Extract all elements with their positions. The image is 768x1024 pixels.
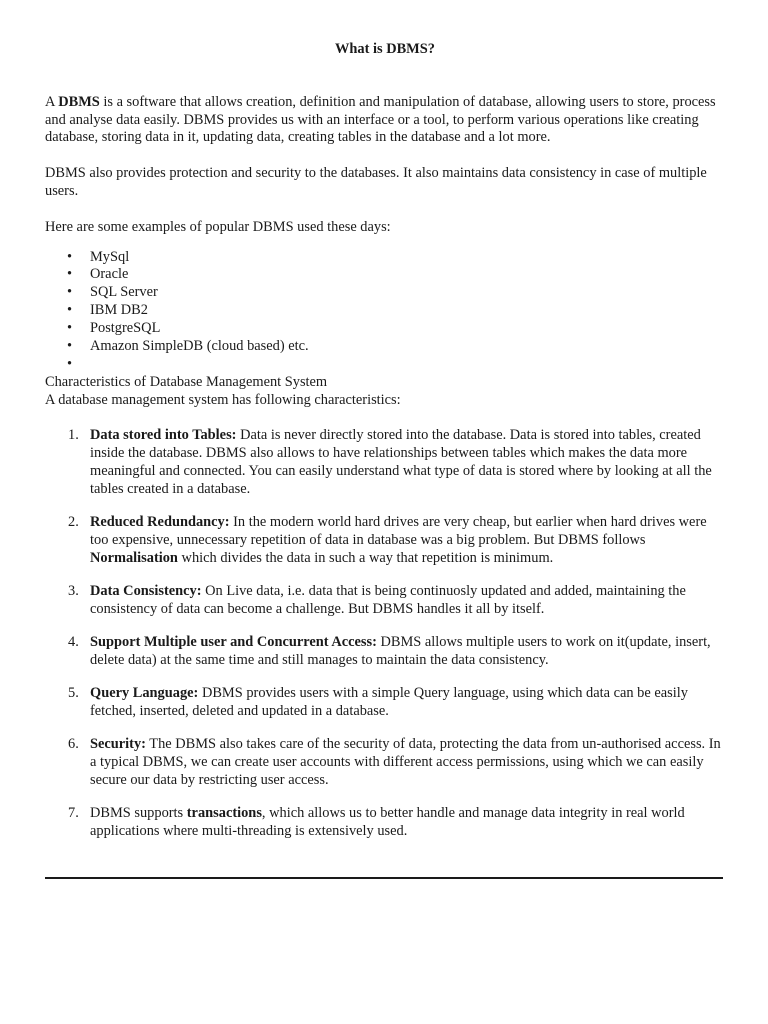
characteristic-item bbox=[68, 514, 725, 567]
document-page bbox=[45, 41, 725, 856]
item-heading: Reduced Redundancy: bbox=[90, 514, 230, 531]
item-text: In the modern world hard drives are very cheap, but earlier when hard drives were too expensive, unnecessary repetition of data in database was a big problem. But DBMS follows bbox=[90, 514, 707, 548]
characteristic-item bbox=[68, 805, 725, 841]
intro-lead: A bbox=[45, 93, 59, 110]
item-text: The DBMS also takes care of the security of data, protecting the data from un-authorised access. In a typical DBMS, we can create user accounts with different access permissions, using which we can easily secure our data by restricting user access. bbox=[90, 736, 721, 788]
intro-paragraph bbox=[45, 94, 725, 147]
bullet-icon: • bbox=[67, 355, 73, 372]
list-item bbox=[67, 266, 725, 284]
item-heading: Security: bbox=[90, 736, 146, 753]
item-text-continued: which divides the data in such a way that repetition is minimum. bbox=[177, 549, 554, 566]
list-item-text: Oracle bbox=[90, 266, 129, 283]
item-text: DBMS provides users with a simple Query language, using which data can be easily fetched, inserted, deleted and updated in a database. bbox=[90, 685, 688, 719]
item-text-continued: , which allows us to better handle and manage data integrity in real world applications where multi-threading is extensively used. bbox=[90, 805, 685, 839]
item-number: 7. bbox=[68, 805, 79, 822]
list-item-text: IBM DB2 bbox=[90, 302, 148, 319]
characteristics-list bbox=[45, 427, 725, 840]
item-number: 6. bbox=[68, 736, 79, 753]
list-item bbox=[67, 320, 725, 338]
bullet-icon: • bbox=[67, 338, 73, 355]
item-heading: Data stored into Tables: bbox=[90, 427, 237, 444]
characteristic-item bbox=[68, 736, 725, 789]
list-item-text: MySql bbox=[90, 248, 130, 265]
item-term: Normalisation bbox=[90, 549, 178, 566]
bullet-icon: • bbox=[67, 266, 73, 283]
characteristics-title: Characteristics of Database Management System bbox=[45, 373, 328, 390]
item-number: 1. bbox=[68, 427, 79, 444]
item-text: DBMS supports bbox=[90, 805, 187, 822]
bullet-icon: • bbox=[67, 302, 73, 319]
list-item bbox=[67, 284, 725, 302]
characteristic-item bbox=[68, 634, 725, 670]
bullet-icon: • bbox=[67, 284, 73, 301]
item-heading: Query Language: bbox=[90, 685, 199, 702]
list-item-text: SQL Server bbox=[90, 284, 158, 301]
item-heading: Support Multiple user and Concurrent Access: bbox=[90, 634, 377, 651]
bullet-icon: • bbox=[67, 320, 73, 337]
examples-list bbox=[45, 249, 725, 374]
list-item bbox=[67, 248, 725, 267]
list-item bbox=[67, 338, 725, 356]
item-text: Data is never directly stored into the database. Data is stored into tables, created inside the database. DBMS also allows to have relationships between tables which makes the data more meaningful and connected. You can easily understand what type of data is stored where by looking at all the tables created in a database. bbox=[90, 427, 712, 497]
page-title: What is DBMS? bbox=[335, 41, 435, 57]
item-term: transactions bbox=[186, 805, 262, 822]
item-number: 5. bbox=[68, 685, 79, 702]
intro-text: is a software that allows creation, definition and manipulation of database, allowing users to store, process and analyse data easily. DBMS provides us with an interface or a tool, to perform various operations like creating database, storing data in it, updating data, creating tables in the database and a lot more. bbox=[45, 93, 716, 146]
item-number: 4. bbox=[68, 634, 79, 651]
item-text: On Live data, i.e. data that is being continuosly updated and added, maintaining the consistency of data can become a challenge. But DBMS handles it all by itself. bbox=[90, 582, 686, 617]
protection-paragraph: DBMS also provides protection and security to the databases. It also maintains data consistency in case of multiple users. bbox=[45, 165, 707, 199]
characteristic-item bbox=[68, 427, 725, 498]
item-text: DBMS allows multiple users to work on it(update, insert, delete data) at the same time and still manages to maintain the data consistency. bbox=[90, 634, 711, 668]
item-number: 2. bbox=[68, 514, 79, 531]
list-item bbox=[67, 355, 725, 374]
intro-bold-term: DBMS bbox=[58, 93, 100, 110]
item-heading: Data Consistency: bbox=[90, 582, 202, 599]
characteristic-item bbox=[68, 582, 725, 619]
characteristics-intro: A database management system has following characteristics: bbox=[45, 391, 401, 408]
list-item bbox=[67, 302, 725, 320]
horizontal-divider bbox=[45, 877, 723, 879]
bullet-icon: • bbox=[67, 248, 73, 265]
item-number: 3. bbox=[68, 582, 79, 599]
characteristic-item bbox=[68, 685, 725, 721]
examples-intro: Here are some examples of popular DBMS used these days: bbox=[45, 218, 391, 235]
list-item-text: PostgreSQL bbox=[90, 320, 161, 337]
list-item-text: Amazon SimpleDB (cloud based) etc. bbox=[90, 338, 309, 355]
